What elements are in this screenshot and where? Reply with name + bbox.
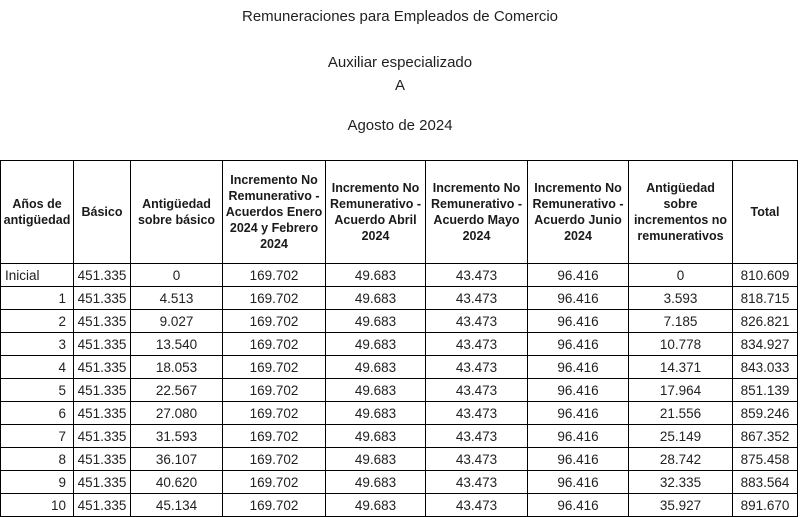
period-title: Agosto de 2024 xyxy=(347,117,453,134)
header-row xyxy=(1,161,798,264)
cell-r1-c4: 49.683 xyxy=(326,287,426,310)
cell-r8-c6: 96.416 xyxy=(528,448,629,471)
table-row-1 xyxy=(1,287,798,310)
cell-r6-c5: 43.473 xyxy=(426,402,528,425)
cell-r0-c1: 451.335 xyxy=(74,264,131,287)
cell-r6-c7: 21.556 xyxy=(629,402,733,425)
cell-r7-c3: 169.702 xyxy=(223,425,326,448)
cell-r5-c4: 49.683 xyxy=(326,379,426,402)
cell-r2-c7: 7.185 xyxy=(629,310,733,333)
cell-r1-c8: 818.715 xyxy=(733,287,798,310)
cell-r2-c2: 9.027 xyxy=(131,310,223,333)
job-category-letter: A xyxy=(394,77,405,94)
column-header-0: Años de antigüedad xyxy=(1,161,74,264)
cell-r3-c5: 43.473 xyxy=(426,333,528,356)
cell-r0-c7: 0 xyxy=(629,264,733,287)
table-row-6 xyxy=(1,402,798,425)
table-row-5 xyxy=(1,379,798,402)
cell-r1-c7: 3.593 xyxy=(629,287,733,310)
cell-r0-c3: 169.702 xyxy=(223,264,326,287)
cell-r9-c8: 883.564 xyxy=(733,471,798,494)
cell-r4-c1: 451.335 xyxy=(74,356,131,379)
cell-r2-c3: 169.702 xyxy=(223,310,326,333)
cell-r8-c1: 451.335 xyxy=(74,448,131,471)
table-row-inicial xyxy=(1,264,798,287)
cell-r10-c8: 891.670 xyxy=(733,494,798,517)
cell-r3-c4: 49.683 xyxy=(326,333,426,356)
cell-r3-c3: 169.702 xyxy=(223,333,326,356)
cell-r3-c8: 834.927 xyxy=(733,333,798,356)
cell-r2-c4: 49.683 xyxy=(326,310,426,333)
column-header-3: Incremento No Remunerativo - Acuerdos Enero 2024 y Febrero 2024 xyxy=(223,161,326,264)
cell-r3-c6: 96.416 xyxy=(528,333,629,356)
cell-r10-c2: 45.134 xyxy=(131,494,223,517)
cell-r7-c5: 43.473 xyxy=(426,425,528,448)
cell-r9-c7: 32.335 xyxy=(629,471,733,494)
cell-r1-c2: 4.513 xyxy=(131,287,223,310)
cell-r2-c6: 96.416 xyxy=(528,310,629,333)
cell-r0-c0: Inicial xyxy=(1,264,74,287)
cell-r3-c2: 13.540 xyxy=(131,333,223,356)
table-row-8 xyxy=(1,448,798,471)
cell-r8-c2: 36.107 xyxy=(131,448,223,471)
cell-r9-c1: 451.335 xyxy=(74,471,131,494)
cell-r0-c2: 0 xyxy=(131,264,223,287)
cell-r6-c6: 96.416 xyxy=(528,402,629,425)
cell-r7-c6: 96.416 xyxy=(528,425,629,448)
cell-r5-c2: 22.567 xyxy=(131,379,223,402)
cell-r6-c8: 859.246 xyxy=(733,402,798,425)
column-header-6: Incremento No Remunerativo - Acuerdo Junio 2024 xyxy=(528,161,629,264)
cell-r7-c8: 867.352 xyxy=(733,425,798,448)
cell-r6-c0: 6 xyxy=(1,402,74,425)
column-header-1: Básico xyxy=(74,161,131,264)
cell-r1-c1: 451.335 xyxy=(74,287,131,310)
cell-r5-c7: 17.964 xyxy=(629,379,733,402)
cell-r5-c0: 5 xyxy=(1,379,74,402)
cell-r4-c5: 43.473 xyxy=(426,356,528,379)
cell-r7-c0: 7 xyxy=(1,425,74,448)
document-title: Remuneraciones para Empleados de Comercio xyxy=(242,8,558,25)
cell-r4-c7: 14.371 xyxy=(629,356,733,379)
cell-r3-c1: 451.335 xyxy=(74,333,131,356)
table-row-10 xyxy=(1,494,798,517)
cell-r4-c0: 4 xyxy=(1,356,74,379)
column-header-8: Total xyxy=(733,161,798,264)
cell-r7-c1: 451.335 xyxy=(74,425,131,448)
cell-r4-c8: 843.033 xyxy=(733,356,798,379)
table-row-7 xyxy=(1,425,798,448)
cell-r6-c3: 169.702 xyxy=(223,402,326,425)
cell-r7-c7: 25.149 xyxy=(629,425,733,448)
cell-r8-c0: 8 xyxy=(1,448,74,471)
cell-r0-c8: 810.609 xyxy=(733,264,798,287)
cell-r8-c5: 43.473 xyxy=(426,448,528,471)
cell-r6-c2: 27.080 xyxy=(131,402,223,425)
job-category-title: Auxiliar especializado xyxy=(327,54,473,71)
cell-r10-c7: 35.927 xyxy=(629,494,733,517)
cell-r2-c8: 826.821 xyxy=(733,310,798,333)
cell-r10-c5: 43.473 xyxy=(426,494,528,517)
cell-r5-c1: 451.335 xyxy=(74,379,131,402)
column-header-4: Incremento No Remunerativo - Acuerdo Abril 2024 xyxy=(326,161,426,264)
cell-r1-c5: 43.473 xyxy=(426,287,528,310)
cell-r4-c2: 18.053 xyxy=(131,356,223,379)
cell-r9-c6: 96.416 xyxy=(528,471,629,494)
salary-table xyxy=(0,160,798,517)
cell-r5-c8: 851.139 xyxy=(733,379,798,402)
cell-r1-c0: 1 xyxy=(1,287,74,310)
table-row-9 xyxy=(1,471,798,494)
cell-r8-c3: 169.702 xyxy=(223,448,326,471)
salary-table-header xyxy=(1,161,798,264)
column-header-7: Antigüedad sobre incrementos no remunerativos xyxy=(629,161,733,264)
cell-r0-c4: 49.683 xyxy=(326,264,426,287)
cell-r2-c0: 2 xyxy=(1,310,74,333)
cell-r8-c4: 49.683 xyxy=(326,448,426,471)
cell-r4-c6: 96.416 xyxy=(528,356,629,379)
cell-r9-c3: 169.702 xyxy=(223,471,326,494)
cell-r0-c6: 96.416 xyxy=(528,264,629,287)
cell-r4-c4: 49.683 xyxy=(326,356,426,379)
cell-r10-c1: 451.335 xyxy=(74,494,131,517)
cell-r5-c5: 43.473 xyxy=(426,379,528,402)
cell-r0-c5: 43.473 xyxy=(426,264,528,287)
cell-r1-c3: 169.702 xyxy=(223,287,326,310)
cell-r9-c0: 9 xyxy=(1,471,74,494)
cell-r3-c7: 10.778 xyxy=(629,333,733,356)
salary-table-body xyxy=(1,264,798,517)
cell-r10-c4: 49.683 xyxy=(326,494,426,517)
cell-r6-c4: 49.683 xyxy=(326,402,426,425)
table-row-3 xyxy=(1,333,798,356)
cell-r10-c0: 10 xyxy=(1,494,74,517)
cell-r3-c0: 3 xyxy=(1,333,74,356)
cell-r5-c6: 96.416 xyxy=(528,379,629,402)
cell-r6-c1: 451.335 xyxy=(74,402,131,425)
column-header-2: Antigüedad sobre básico xyxy=(131,161,223,264)
cell-r2-c1: 451.335 xyxy=(74,310,131,333)
cell-r9-c2: 40.620 xyxy=(131,471,223,494)
table-row-2 xyxy=(1,310,798,333)
column-header-5: Incremento No Remunerativo - Acuerdo Mayo 2024 xyxy=(426,161,528,264)
cell-r2-c5: 43.473 xyxy=(426,310,528,333)
cell-r7-c2: 31.593 xyxy=(131,425,223,448)
cell-r1-c6: 96.416 xyxy=(528,287,629,310)
cell-r10-c3: 169.702 xyxy=(223,494,326,517)
cell-r8-c7: 28.742 xyxy=(629,448,733,471)
cell-r9-c5: 43.473 xyxy=(426,471,528,494)
cell-r9-c4: 49.683 xyxy=(326,471,426,494)
table-row-4 xyxy=(1,356,798,379)
cell-r10-c6: 96.416 xyxy=(528,494,629,517)
cell-r5-c3: 169.702 xyxy=(223,379,326,402)
cell-r8-c8: 875.458 xyxy=(733,448,798,471)
cell-r7-c4: 49.683 xyxy=(326,425,426,448)
cell-r4-c3: 169.702 xyxy=(223,356,326,379)
